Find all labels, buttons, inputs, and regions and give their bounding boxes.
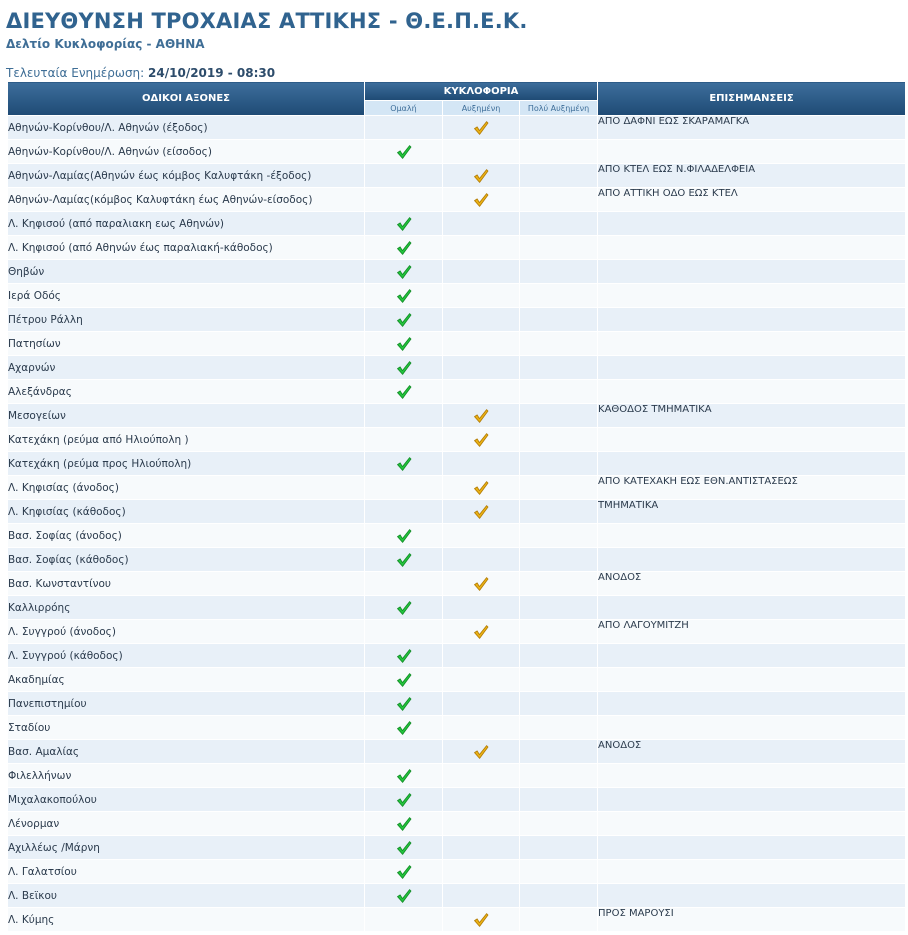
table-row — [8, 236, 906, 260]
increased-check-icon — [473, 432, 489, 448]
status-cell-very-increased — [520, 836, 598, 860]
note-text: ΑΠΟ ΚΑΤΕΧΑΚΗ ΕΩΣ ΕΘΝ.ΑΝΤΙΣΤΑΣΕΩΣ — [598, 476, 906, 500]
road-name: Ιερά Οδός — [8, 284, 365, 308]
table-row — [8, 668, 906, 692]
status-cell-increased — [443, 116, 520, 140]
increased-check-icon — [473, 576, 489, 592]
status-cell-normal — [365, 260, 443, 284]
note-text — [598, 788, 906, 812]
status-cell-very-increased — [520, 884, 598, 908]
status-cell-very-increased — [520, 308, 598, 332]
road-name: Σταδίου — [8, 716, 365, 740]
table-row — [8, 764, 906, 788]
increased-check-icon — [473, 744, 489, 760]
normal-check-icon — [396, 144, 412, 160]
last-update — [6, 66, 275, 80]
status-cell-increased — [443, 644, 520, 668]
status-cell-very-increased — [520, 620, 598, 644]
status-cell-increased — [443, 788, 520, 812]
note-text — [598, 764, 906, 788]
normal-check-icon — [396, 672, 412, 688]
status-cell-normal — [365, 620, 443, 644]
status-cell-very-increased — [520, 860, 598, 884]
road-name: Θηβών — [8, 260, 365, 284]
note-text — [598, 548, 906, 572]
status-cell-normal — [365, 716, 443, 740]
last-update-value: 24/10/2019 - 08:30 — [148, 66, 276, 80]
road-name: Αθηνών-Κορίνθου/Λ. Αθηνών (έξοδος) — [8, 116, 365, 140]
status-cell-increased — [443, 812, 520, 836]
subheader-normal: Ομαλή — [365, 101, 443, 116]
road-name: Λ. Κηφισίας (άνοδος) — [8, 476, 365, 500]
status-cell-normal — [365, 332, 443, 356]
table-row — [8, 908, 906, 932]
note-text — [598, 284, 906, 308]
increased-check-icon — [473, 504, 489, 520]
status-cell-very-increased — [520, 740, 598, 764]
increased-check-icon — [473, 120, 489, 136]
table-row — [8, 308, 906, 332]
table-row — [8, 476, 906, 500]
status-cell-very-increased — [520, 236, 598, 260]
note-text — [598, 332, 906, 356]
status-cell-increased — [443, 764, 520, 788]
status-cell-increased — [443, 428, 520, 452]
road-name: Βασ. Σοφίας (άνοδος) — [8, 524, 365, 548]
note-text — [598, 668, 906, 692]
normal-check-icon — [396, 216, 412, 232]
status-cell-increased — [443, 572, 520, 596]
note-text — [598, 380, 906, 404]
status-cell-very-increased — [520, 908, 598, 932]
table-row — [8, 644, 906, 668]
status-cell-normal — [365, 740, 443, 764]
traffic-table — [7, 81, 906, 932]
note-text: ΑΠΟ ΔΑΦΝΙ ΕΩΣ ΣΚΑΡΑΜΑΓΚΑ — [598, 116, 906, 140]
table-row — [8, 428, 906, 452]
status-cell-normal — [365, 596, 443, 620]
normal-check-icon — [396, 312, 412, 328]
status-cell-very-increased — [520, 452, 598, 476]
status-cell-increased — [443, 500, 520, 524]
status-cell-increased — [443, 668, 520, 692]
normal-check-icon — [396, 336, 412, 352]
note-text — [598, 356, 906, 380]
status-cell-normal — [365, 764, 443, 788]
status-cell-very-increased — [520, 572, 598, 596]
note-text — [598, 716, 906, 740]
note-text — [598, 308, 906, 332]
status-cell-normal — [365, 308, 443, 332]
status-cell-increased — [443, 620, 520, 644]
status-cell-very-increased — [520, 188, 598, 212]
status-cell-increased — [443, 476, 520, 500]
note-text — [598, 644, 906, 668]
normal-check-icon — [396, 888, 412, 904]
status-cell-normal — [365, 668, 443, 692]
note-text — [598, 524, 906, 548]
road-name: Λ. Βεϊκου — [8, 884, 365, 908]
table-row — [8, 548, 906, 572]
status-cell-normal — [365, 212, 443, 236]
status-cell-normal — [365, 164, 443, 188]
table-row — [8, 884, 906, 908]
status-cell-very-increased — [520, 788, 598, 812]
note-text — [598, 836, 906, 860]
normal-check-icon — [396, 864, 412, 880]
road-name: Αθηνών-Κορίνθου/Λ. Αθηνών (είσοδος) — [8, 140, 365, 164]
road-name: Πέτρου Ράλλη — [8, 308, 365, 332]
status-cell-very-increased — [520, 692, 598, 716]
status-cell-very-increased — [520, 500, 598, 524]
note-text: ΑΠΟ ΚΤΕΛ ΕΩΣ Ν.ΦΙΛΑΔΕΛΦΕΙΑ — [598, 164, 906, 188]
table-row — [8, 212, 906, 236]
status-cell-normal — [365, 188, 443, 212]
traffic-rows — [8, 116, 906, 932]
road-name: Βασ. Αμαλίας — [8, 740, 365, 764]
increased-check-icon — [473, 624, 489, 640]
note-text — [598, 884, 906, 908]
status-cell-increased — [443, 596, 520, 620]
road-name: Βασ. Σοφίας (κάθοδος) — [8, 548, 365, 572]
normal-check-icon — [396, 240, 412, 256]
note-text — [598, 260, 906, 284]
table-row — [8, 500, 906, 524]
note-text — [598, 212, 906, 236]
note-text: ΑΝΟΔΟΣ — [598, 572, 906, 596]
status-cell-increased — [443, 308, 520, 332]
status-cell-normal — [365, 380, 443, 404]
status-cell-normal — [365, 884, 443, 908]
last-update-label: Τελευταία Ενημέρωση: — [6, 66, 145, 80]
status-cell-increased — [443, 740, 520, 764]
table-row — [8, 284, 906, 308]
status-cell-increased — [443, 380, 520, 404]
road-name: Αθηνών-Λαμίας(κόμβος Καλυφτάκη έως Αθηνών-είσοδος) — [8, 188, 365, 212]
normal-check-icon — [396, 768, 412, 784]
status-cell-normal — [365, 428, 443, 452]
normal-check-icon — [396, 528, 412, 544]
road-name: Μεσογείων — [8, 404, 365, 428]
road-name: Πατησίων — [8, 332, 365, 356]
status-cell-normal — [365, 524, 443, 548]
note-text — [598, 860, 906, 884]
status-cell-normal — [365, 140, 443, 164]
increased-check-icon — [473, 480, 489, 496]
road-name: Αλεξάνδρας — [8, 380, 365, 404]
normal-check-icon — [396, 552, 412, 568]
note-text: ΑΠΟ ΛΑΓΟΥΜΙΤΖΗ — [598, 620, 906, 644]
status-cell-increased — [443, 908, 520, 932]
road-name: Λ. Κηφισού (από Αθηνών έως παραλιακή-κάθοδος) — [8, 236, 365, 260]
table-row — [8, 596, 906, 620]
normal-check-icon — [396, 696, 412, 712]
status-cell-very-increased — [520, 380, 598, 404]
status-cell-very-increased — [520, 284, 598, 308]
status-cell-very-increased — [520, 812, 598, 836]
status-cell-very-increased — [520, 332, 598, 356]
table-row — [8, 140, 906, 164]
status-cell-very-increased — [520, 428, 598, 452]
status-cell-normal — [365, 788, 443, 812]
status-cell-normal — [365, 356, 443, 380]
table-row — [8, 740, 906, 764]
note-text — [598, 140, 906, 164]
status-cell-very-increased — [520, 140, 598, 164]
status-cell-normal — [365, 860, 443, 884]
road-name: Ακαδημίας — [8, 668, 365, 692]
normal-check-icon — [396, 456, 412, 472]
road-name: Λ. Κύμης — [8, 908, 365, 932]
road-name: Λ. Κηφισίας (κάθοδος) — [8, 500, 365, 524]
subheader-very-increased: Πολύ Αυξημένη — [520, 101, 598, 116]
status-cell-normal — [365, 644, 443, 668]
normal-check-icon — [396, 840, 412, 856]
status-cell-increased — [443, 692, 520, 716]
increased-check-icon — [473, 192, 489, 208]
status-cell-very-increased — [520, 644, 598, 668]
status-cell-normal — [365, 548, 443, 572]
status-cell-increased — [443, 212, 520, 236]
table-row — [8, 260, 906, 284]
table-row — [8, 356, 906, 380]
table-row — [8, 572, 906, 596]
status-cell-normal — [365, 476, 443, 500]
road-name: Πανεπιστημίου — [8, 692, 365, 716]
status-cell-increased — [443, 236, 520, 260]
note-text: ΤΜΗΜΑΤΙΚΑ — [598, 500, 906, 524]
normal-check-icon — [396, 648, 412, 664]
road-name: Αθηνών-Λαμίας(Αθηνών έως κόμβος Καλυφτάκη -έξοδος) — [8, 164, 365, 188]
table-row — [8, 116, 906, 140]
road-name: Λ. Συγγρού (κάθοδος) — [8, 644, 365, 668]
road-name: Λένορμαν — [8, 812, 365, 836]
header-notes: ΕΠΙΣΗΜΑΝΣΕΙΣ — [598, 82, 906, 116]
table-row — [8, 380, 906, 404]
status-cell-increased — [443, 884, 520, 908]
table-row — [8, 860, 906, 884]
note-text: ΚΑΘΟΔΟΣ ΤΜΗΜΑΤΙΚΑ — [598, 404, 906, 428]
status-cell-very-increased — [520, 668, 598, 692]
status-cell-normal — [365, 500, 443, 524]
status-cell-very-increased — [520, 596, 598, 620]
note-text: ΑΝΟΔΟΣ — [598, 740, 906, 764]
status-cell-normal — [365, 836, 443, 860]
note-text — [598, 428, 906, 452]
road-name: Κατεχάκη (ρεύμα από Ηλιούπολη ) — [8, 428, 365, 452]
status-cell-increased — [443, 356, 520, 380]
status-cell-normal — [365, 572, 443, 596]
status-cell-increased — [443, 548, 520, 572]
status-cell-increased — [443, 524, 520, 548]
status-cell-increased — [443, 836, 520, 860]
status-cell-increased — [443, 404, 520, 428]
normal-check-icon — [396, 816, 412, 832]
increased-check-icon — [473, 408, 489, 424]
status-cell-increased — [443, 260, 520, 284]
road-name: Φιλελλήνων — [8, 764, 365, 788]
note-text — [598, 692, 906, 716]
table-row — [8, 524, 906, 548]
status-cell-normal — [365, 284, 443, 308]
status-cell-increased — [443, 284, 520, 308]
page-subtitle: Δελτίο Κυκλοφορίας - ΑΘΗΝΑ — [6, 37, 205, 51]
status-cell-increased — [443, 452, 520, 476]
status-cell-normal — [365, 692, 443, 716]
table-row — [8, 788, 906, 812]
table-row — [8, 188, 906, 212]
header-roads: ΟΔΙΚΟΙ ΑΞΟΝΕΣ — [8, 82, 365, 116]
increased-check-icon — [473, 912, 489, 928]
status-cell-very-increased — [520, 356, 598, 380]
status-cell-increased — [443, 164, 520, 188]
status-cell-very-increased — [520, 476, 598, 500]
note-text: ΠΡΟΣ ΜΑΡΟΥΣΙ — [598, 908, 906, 932]
status-cell-very-increased — [520, 524, 598, 548]
normal-check-icon — [396, 288, 412, 304]
status-cell-very-increased — [520, 716, 598, 740]
status-cell-very-increased — [520, 548, 598, 572]
status-cell-increased — [443, 140, 520, 164]
status-cell-very-increased — [520, 260, 598, 284]
road-name: Βασ. Κωνσταντίνου — [8, 572, 365, 596]
status-cell-increased — [443, 188, 520, 212]
normal-check-icon — [396, 384, 412, 400]
table-row — [8, 332, 906, 356]
note-text: ΑΠΟ ΑΤΤΙΚΗ ΟΔΟ ΕΩΣ ΚΤΕΛ — [598, 188, 906, 212]
road-name: Λ. Γαλατσίου — [8, 860, 365, 884]
table-row — [8, 812, 906, 836]
table-row — [8, 452, 906, 476]
status-cell-increased — [443, 860, 520, 884]
subheader-increased: Αυξημένη — [443, 101, 520, 116]
road-name: Καλλιρρόης — [8, 596, 365, 620]
status-cell-increased — [443, 332, 520, 356]
note-text — [598, 236, 906, 260]
table-row — [8, 716, 906, 740]
status-cell-very-increased — [520, 164, 598, 188]
note-text — [598, 452, 906, 476]
header-traffic: ΚΥΚΛΟΦΟΡΙΑ — [365, 82, 598, 101]
normal-check-icon — [396, 600, 412, 616]
normal-check-icon — [396, 792, 412, 808]
road-name: Κατεχάκη (ρεύμα προς Ηλιούπολη) — [8, 452, 365, 476]
road-name: Αχιλλέως /Μάρνη — [8, 836, 365, 860]
status-cell-very-increased — [520, 764, 598, 788]
table-row — [8, 620, 906, 644]
normal-check-icon — [396, 264, 412, 280]
status-cell-increased — [443, 716, 520, 740]
table-row — [8, 164, 906, 188]
road-name: Μιχαλακοπούλου — [8, 788, 365, 812]
status-cell-normal — [365, 908, 443, 932]
table-row — [8, 404, 906, 428]
table-row — [8, 836, 906, 860]
normal-check-icon — [396, 360, 412, 376]
table-row — [8, 692, 906, 716]
increased-check-icon — [473, 168, 489, 184]
note-text — [598, 812, 906, 836]
status-cell-normal — [365, 236, 443, 260]
status-cell-very-increased — [520, 116, 598, 140]
status-cell-normal — [365, 116, 443, 140]
road-name: Λ. Συγγρού (άνοδος) — [8, 620, 365, 644]
status-cell-normal — [365, 404, 443, 428]
page-title: ΔΙΕΥΘΥΝΣΗ ΤΡΟΧΑΙΑΣ ΑΤΤΙΚΗΣ - Θ.Ε.Π.Ε.Κ. — [6, 9, 528, 33]
road-name: Αχαρνών — [8, 356, 365, 380]
normal-check-icon — [396, 720, 412, 736]
status-cell-normal — [365, 452, 443, 476]
note-text — [598, 596, 906, 620]
status-cell-normal — [365, 812, 443, 836]
road-name: Λ. Κηφισού (από παραλιακη εως Αθηνών) — [8, 212, 365, 236]
status-cell-very-increased — [520, 404, 598, 428]
status-cell-very-increased — [520, 212, 598, 236]
